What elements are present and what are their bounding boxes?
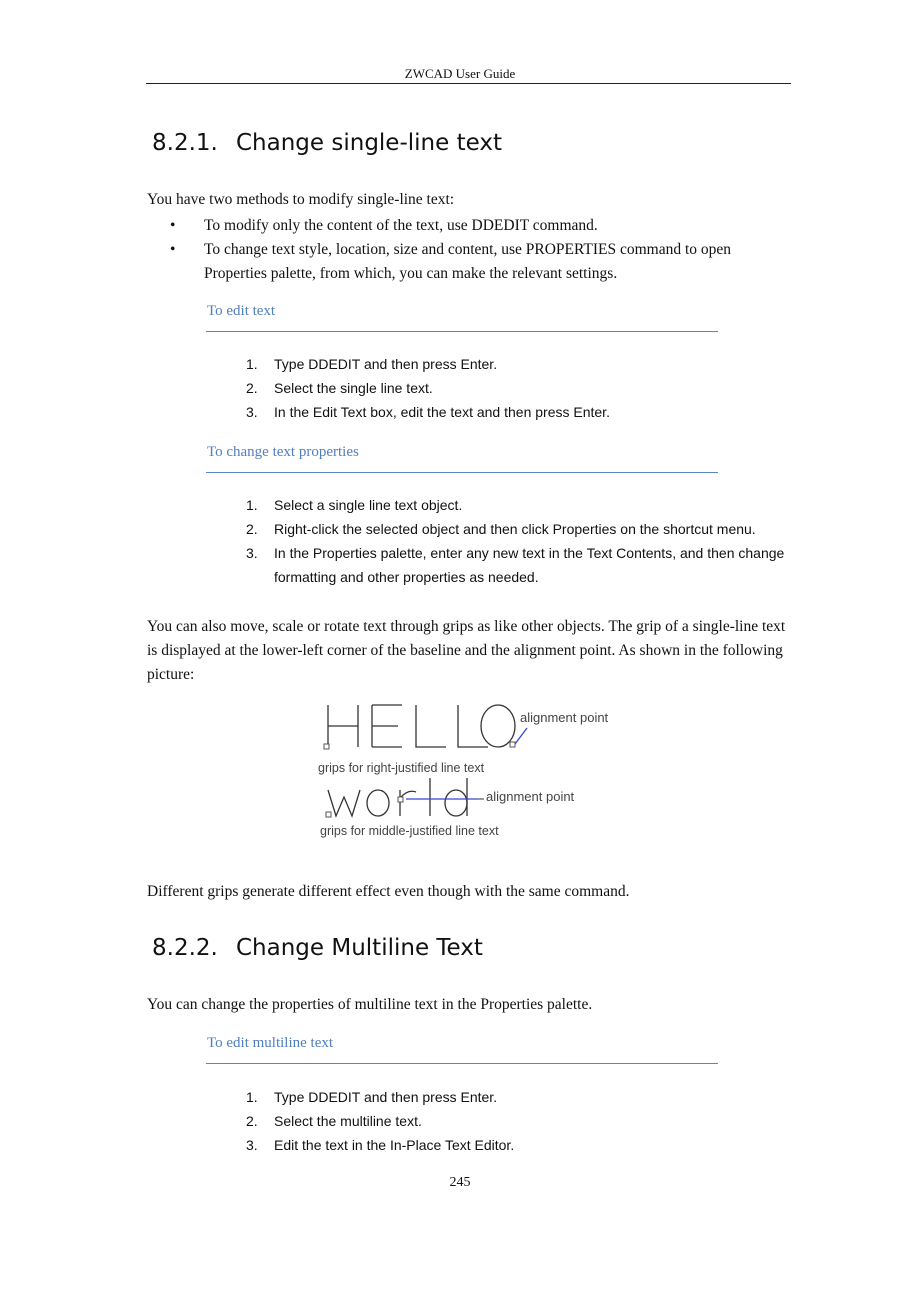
grips-figure — [316, 700, 616, 845]
caption-right-justified: grips for right-justified line text — [318, 761, 485, 775]
closing-paragraph: Different grips generate different effect even though with the same command. — [147, 883, 630, 900]
step-text: Select the multiline text. — [274, 1113, 422, 1129]
steps-edit-text — [240, 352, 800, 424]
procedure-title-text-properties: To change text properties — [207, 444, 359, 460]
step-number: 1. — [246, 356, 258, 372]
step-item — [240, 493, 800, 517]
step-text: Type DDEDIT and then press Enter. — [274, 356, 498, 372]
step-number: 2. — [246, 1113, 258, 1129]
step-text: Select a single line text object. — [274, 497, 463, 513]
step-text: In the Edit Text box, edit the text and then press Enter. — [274, 404, 610, 420]
step-text: Right-click the selected object and then click Properties on the shortcut menu. — [274, 521, 756, 537]
grip-marker — [326, 812, 331, 817]
step-item — [240, 1133, 800, 1157]
section-heading-822 — [152, 935, 483, 961]
header-rule — [146, 83, 791, 84]
hello-text-graphic — [328, 705, 515, 747]
leader-line — [515, 728, 527, 744]
multiline-intro-paragraph: You can change the properties of multiline text in the Properties palette. — [147, 996, 593, 1013]
step-item — [240, 376, 800, 400]
section-heading-821 — [152, 130, 502, 156]
intro-paragraph: You have two methods to modify single-line text: — [147, 191, 455, 208]
bullet-item: • To modify only the content of the text, use DDEDIT command. — [170, 214, 790, 238]
procedure-title-edit-multiline: To edit multiline text — [207, 1035, 334, 1051]
step-number: 2. — [246, 380, 258, 396]
step-item — [240, 1085, 800, 1109]
step-text: Edit the text in the In-Place Text Editor. — [274, 1137, 515, 1153]
step-number: 2. — [246, 521, 258, 537]
step-item — [240, 517, 800, 541]
step-item — [240, 541, 800, 589]
step-number: 3. — [246, 1137, 258, 1153]
procedure-rule — [206, 1063, 718, 1064]
procedure-rule — [206, 472, 718, 473]
section-number: 8.2.2. — [152, 935, 218, 961]
section-number: 8.2.1. — [152, 130, 218, 156]
procedure-rule — [206, 331, 718, 332]
procedure-title-edit-text: To edit text — [207, 303, 276, 319]
steps-edit-multiline — [240, 1085, 800, 1157]
step-text: In the Properties palette, enter any new text in the Text Contents, and then change formatting and other properties as needed. — [274, 545, 785, 585]
step-text: Type DDEDIT and then press Enter. — [274, 1089, 498, 1105]
methods-bullet-list — [170, 214, 790, 286]
caption-middle-justified: grips for middle-justified line text — [320, 824, 499, 838]
step-item — [240, 352, 800, 376]
page-number: 245 — [449, 1175, 471, 1190]
step-text: Select the single line text. — [274, 380, 433, 396]
grip-marker — [324, 744, 329, 749]
running-header: ZWCAD User Guide — [404, 66, 516, 81]
grip-marker — [510, 742, 515, 747]
step-item — [240, 1109, 800, 1133]
step-number: 1. — [246, 497, 258, 513]
step-item — [240, 400, 800, 424]
section-title: Change single-line text — [236, 130, 502, 156]
alignment-point-label-1: alignment point — [520, 710, 609, 725]
section-title: Change Multiline Text — [236, 935, 483, 961]
bullet-item: • To change text style, location, size and content, use PROPERTIES command to open Properties palette, from which, you can make the relevant settings. — [170, 238, 790, 286]
step-number: 1. — [246, 1089, 258, 1105]
steps-text-properties — [240, 493, 800, 589]
alignment-point-label-2: alignment point — [486, 789, 575, 804]
grips-paragraph: You can also move, scale or rotate text through grips as like other objects. The grip of a single-line text is displayed at the lower-left corner of the baseline and the alignment point. As shown in the following picture: — [147, 618, 786, 683]
step-number: 3. — [246, 404, 258, 420]
step-number: 3. — [246, 545, 258, 561]
grip-marker — [398, 797, 403, 802]
